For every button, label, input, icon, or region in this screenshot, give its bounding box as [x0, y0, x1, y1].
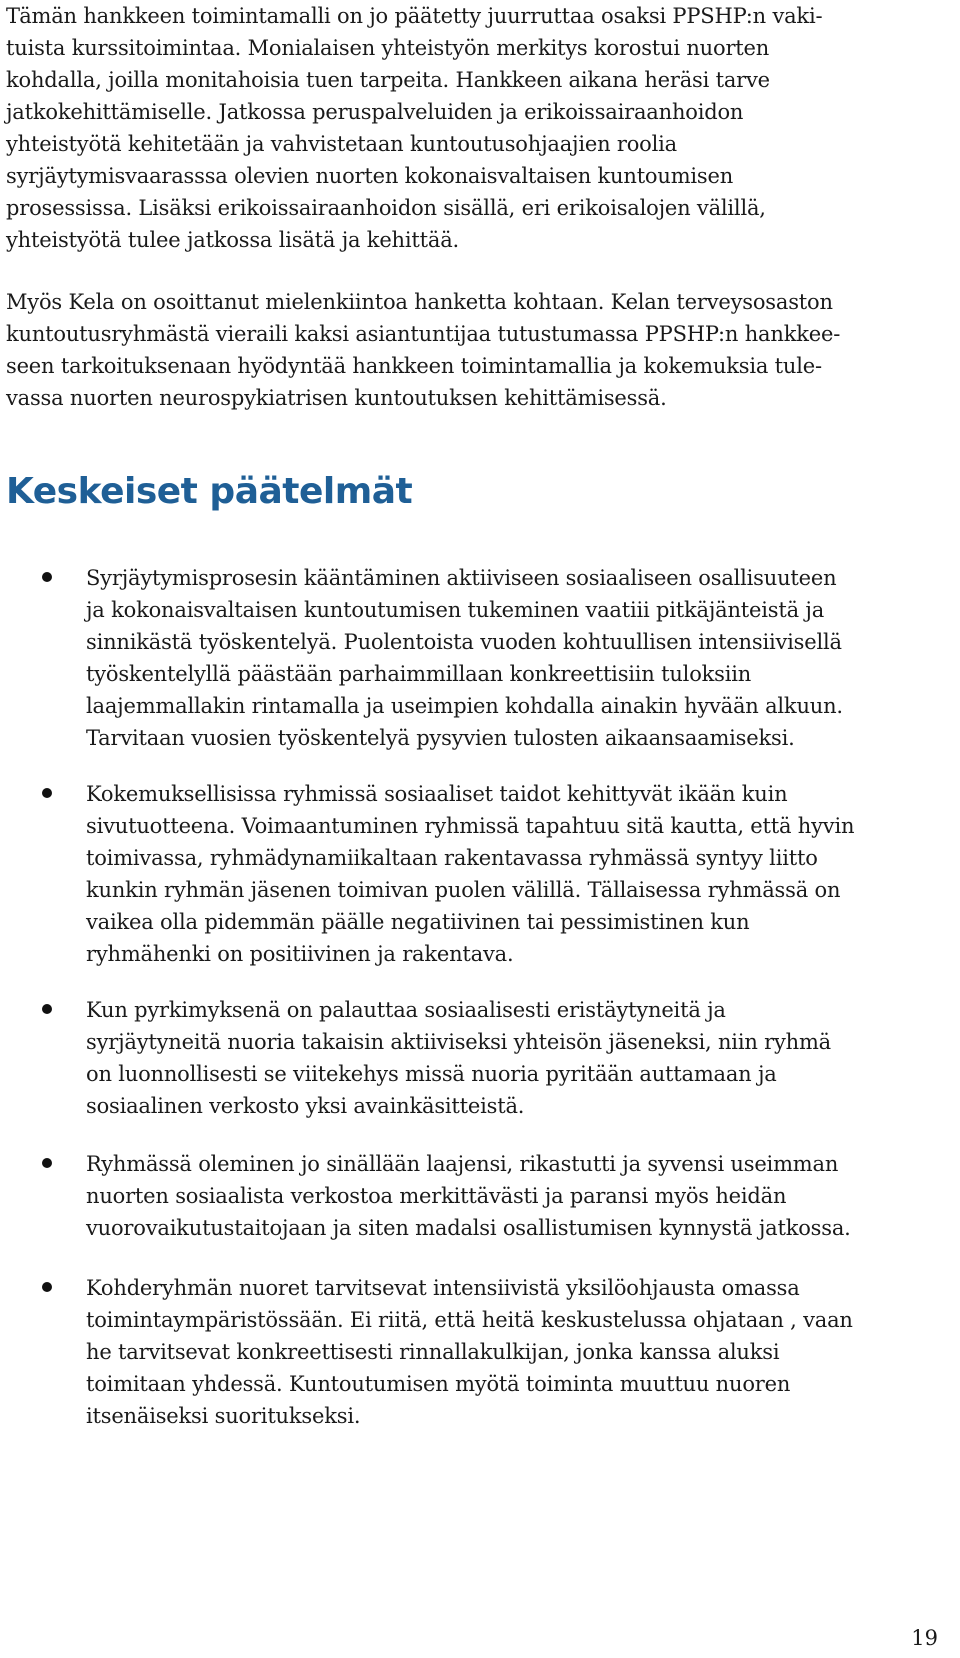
list-item-text: Syrjäytymisprosesin kääntäminen aktiiviseen sosiaaliseen osallisuuteen ja kokonaisvaltaisen kuntoutumisen tukeminen vaatiii pitkäjänteistä ja sinnikästä työskentelyä. Puolentoista vuoden kohtuullisen intensiivisellä työskentelyllä päästään parhaimmillaan konkreettisiin tuloksiin laajemmallakin rintamalla ja useimpien kohdalla ainakin hyvään alkuun. Tarvitaan vuosien työskentelyä pysyvien tulosten aikaansaamiseksi.: [86, 566, 843, 750]
bullet-icon: [42, 1282, 52, 1292]
bullet-icon: [42, 572, 52, 582]
list-item-text: Kokemuksellisissa ryhmissä sosiaaliset taidot kehittyvät ikään kuin sivutuotteena. Voimaantuminen ryhmissä tapahtuu sitä kautta, että hyvin toimivassa, ryhmädynamiikaltaan rakentavassa ryhmässä syntyy liitto kunkin ryhmän jäsenen toimivan puolen välillä. Tällaisessa ryhmässä on vaikea olla pidemmän päälle negatiivinen tai pessimistinen kun ryhmähenki on positiivinen ja rakentava.: [86, 782, 855, 966]
list-item-text: Ryhmässä oleminen jo sinällään laajensi, rikastutti ja syvensi useimman nuorten sosiaalista verkostoa merkittävästi ja paransi myös heidän vuorovaikutustaitojaan ja siten madalsi osallistumisen kynnystä jatkossa.: [86, 1152, 851, 1240]
body-paragraph: Tämän hankkeen toimintamalli on jo päätetty juurruttaa osaksi PPSHP:n vaki- tuista kurssitoimintaa. Monialaisen yhteistyön merkitys korostui nuorten kohdalla, joilla monitahoisia tuen tarpeita. Hankkeen aikana heräsi tarve jatkokehittämiselle. Jatkossa peruspalveluiden ja erikoissairaanhoidon yhteistyötä kehitetään ja vahvistetaan kuntoutusohjaajien roolia syrjäytymisvaarasssa olevien nuorten kokonaisvaltaisen kuntoumisen prosessissa. Lisäksi erikoissairaanhoidon sisällä, eri erikoisalojen välillä, yhteistyötä tulee jatkossa lisätä ja kehittää.: [6, 4, 823, 252]
bullet-icon: [42, 1158, 52, 1168]
page-number: 19: [911, 1626, 938, 1650]
bullet-icon: [42, 1004, 52, 1014]
body-paragraph: Myös Kela on osoittanut mielenkiintoa hanketta kohtaan. Kelan terveysosaston kuntoutusryhmästä vieraili kaksi asiantuntijaa tutustumassa PPSHP:n hankkee- seen tarkoituksenaan hyödyntää hankkeen toimintamallia ja kokemuksia tule- vassa nuorten neurospykiatrisen kuntoutuksen kehittämisessä.: [6, 290, 841, 410]
section-heading: Keskeiset päätelmät: [6, 471, 413, 512]
list-item-text: Kun pyrkimyksenä on palauttaa sosiaalisesti eristäytyneitä ja syrjäytyneitä nuoria takaisin aktiiviseksi yhteisön jäseneksi, niin ryhmä on luonnollisesti se viitekehys missä nuoria pyritään auttamaan ja sosiaalinen verkosto yksi avainkäsitteistä.: [86, 998, 831, 1118]
bullet-icon: [42, 788, 52, 798]
list-item-text: Kohderyhmän nuoret tarvitsevat intensiivistä yksilöohjausta omassa toimintaympäristössään. Ei riitä, että heitä keskustelussa ohjataan , vaan he tarvitsevat konkreettisesti rinnallakulkijan, jonka kanssa aluksi toimitaan yhdessä. Kuntoutumisen myötä toiminta muuttuu nuoren itsenäiseksi suoritukseksi.: [86, 1276, 853, 1428]
